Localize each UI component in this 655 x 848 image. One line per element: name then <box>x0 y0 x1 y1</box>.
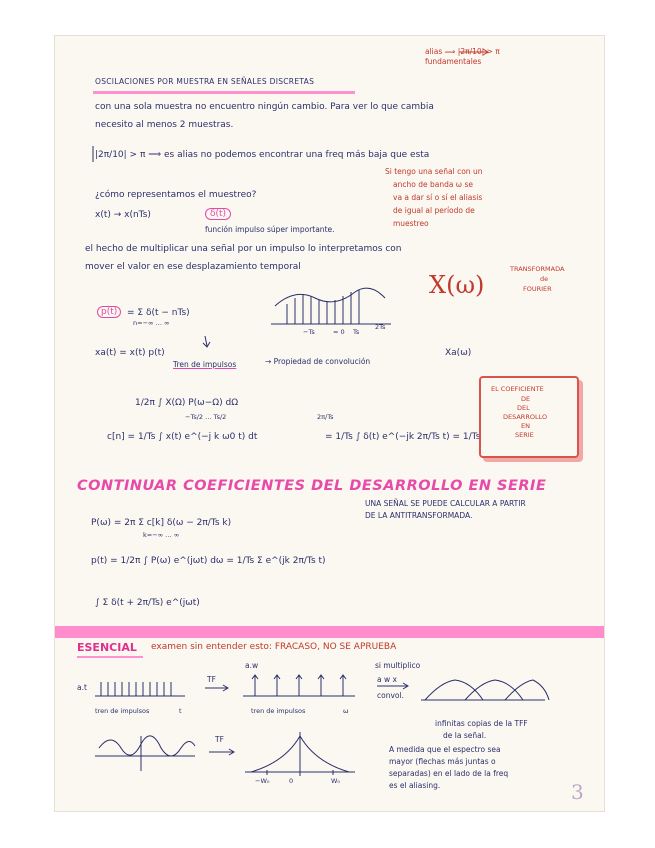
red-note-2: ancho de banda ω se <box>393 180 473 189</box>
medida-3: separadas) en el lado de la freq <box>389 769 509 778</box>
header-arrow-icon <box>459 49 488 55</box>
sketch-at: a.t <box>77 683 87 692</box>
box-note-5: EN <box>521 422 530 430</box>
sketch-tf2: TF <box>215 735 224 744</box>
big-x-note-3: FOURIER <box>523 285 552 293</box>
big-x-note-2: de <box>540 275 549 283</box>
sampling-expr: x(t) → x(nTs) <box>95 210 151 220</box>
medida-1: A medida que el espectro sea <box>389 745 501 754</box>
cn-limits: −Ts/2 … Ts/2 <box>185 413 227 421</box>
sketch-aw2: a w x <box>377 675 397 684</box>
sketch-si-multiplico: si multiplico <box>375 661 421 670</box>
sketch-aw: a.w <box>245 661 259 670</box>
red-note-3: va a dar sí o sí el aliasis <box>393 193 483 202</box>
big-x-note-1: TRANSFORMADA <box>510 265 565 273</box>
impulse-train-freq <box>243 675 355 696</box>
conv-integral: 1/2π ∫ X(Ω) P(ω−Ω) dΩ <box>135 398 239 408</box>
esencial-label: ESENCIAL <box>77 641 137 654</box>
alias-line: |2π/10| > π ⟹ es alias no podemos encontrar una freq más baja que esta <box>95 150 430 160</box>
sketch-layer <box>55 36 604 811</box>
delta-label: δ(t) <box>205 208 231 220</box>
p-eq-limits: n=−∞ … ∞ <box>133 319 170 327</box>
p-eq-rhs: = Σ δ(t − nTs) <box>127 308 190 318</box>
heading-continuar: CONTINUAR COEFICIENTES DEL DESARROLLO EN SERIE <box>77 478 547 494</box>
medida-4: es el aliasing. <box>389 781 441 790</box>
xa-eq: xa(t) = x(t) p(t) <box>95 348 165 358</box>
wavy-signal <box>95 736 195 771</box>
tf2-arrow-icon <box>209 749 234 755</box>
graph-zero: = 0 <box>333 328 345 336</box>
xa-w: Xa(ω) <box>445 348 472 358</box>
red-note-1: Si tengo una señal con un <box>385 167 483 176</box>
sketch-t-axis: t <box>179 707 182 715</box>
box-note-2: DE <box>521 395 531 403</box>
medida-2: mayor (flechas más juntas o <box>389 757 496 766</box>
header-note-line2: fundamentales <box>425 57 482 66</box>
box-note-1: EL COEFICIENTE <box>491 385 544 393</box>
una-senal-2: DE LA ANTITRANSFORMADA. <box>365 511 473 520</box>
box-note-3: DEL <box>517 404 530 412</box>
cn-result: = 1/Ts ∫ δ(t) e^(−jk 2π/Ts t) = 1/Ts <box>325 432 481 442</box>
tren-label: Tren de impulsos <box>173 360 237 369</box>
cn-eq: c[n] = 1/Ts ∫ x(t) e^(−j k ω0 t) dt <box>107 432 258 442</box>
triangle-spectrum <box>245 732 355 776</box>
red-note-4: de igual al período de <box>393 206 475 215</box>
notebook-page <box>55 36 604 811</box>
pt-eq: p(t) = 1/2π ∫ P(ω) e^(jωt) dω = 1/Ts Σ e^(jk 2π/Ts t) <box>91 556 326 566</box>
sketch-neg-w0: −W₀ <box>255 777 270 785</box>
multiply-arrow-icon <box>377 683 408 689</box>
sketch-convol: convol. <box>377 691 404 700</box>
sketch-w0: W₀ <box>331 777 341 785</box>
tf-arrow-icon <box>205 685 228 691</box>
red-note-5: muestreo <box>393 219 429 228</box>
intro-line1: con una sola muestra no encuentro ningún cambio. Para ver lo que cambia <box>95 102 434 112</box>
periodic-spectrum <box>421 680 549 700</box>
sketch-tren1: tren de impulsos <box>95 707 150 715</box>
p-of-t: p(t) <box>97 306 121 318</box>
infinitas-2: de la señal. <box>443 731 487 740</box>
pw-limits: k=−∞ … ∞ <box>143 531 180 539</box>
infinitas-1: infinitas copias de la TFF <box>435 719 528 728</box>
page-number: 3 <box>571 780 584 804</box>
impulse-train-time <box>95 682 185 696</box>
big-fourier-x: X(ω) <box>429 271 485 299</box>
page-title: OSCILACIONES POR MUESTRA EN SEÑALES DISCRETAS <box>95 77 315 86</box>
intro-line2: necesito al menos 2 muestras. <box>95 120 234 130</box>
impulse-note: función impulso súper importante. <box>205 225 335 234</box>
down-arrow-icon <box>203 336 210 347</box>
box-note-4: DESARROLLO <box>503 413 548 421</box>
una-senal-1: UNA SEÑAL SE PUEDE CALCULAR A PARTIR <box>365 499 526 508</box>
integral-last: ∫ Σ δ(t + 2π/Ts) e^(jωt) <box>95 598 200 608</box>
impulse-train-graph <box>271 288 391 324</box>
graph-ts: Ts <box>353 328 360 336</box>
hecho-line2: mover el valor en ese desplazamiento temporal <box>85 262 301 272</box>
question-line: ¿cómo representamos el muestreo? <box>95 190 257 200</box>
cn-mid: 2π/Ts <box>317 413 334 421</box>
sketch-tren2: tren de impulsos <box>251 707 306 715</box>
sketch-tf: TF <box>207 675 216 684</box>
conv-label: → Propiedad de convolución <box>265 357 371 366</box>
hecho-line1: el hecho de multiplicar una señal por un impulso lo interpretamos con <box>85 244 402 254</box>
graph-neg-ts: −Ts <box>303 328 315 336</box>
header-note-line1: alias ⟹ |2π/10| > π <box>425 47 500 56</box>
sketch-zero: 0 <box>289 777 294 785</box>
graph-2ts: 2Ts <box>375 323 386 331</box>
examen-note: examen sin entender esto: FRACASO, NO SE APRUEBA <box>151 642 397 652</box>
sketch-w-axis: ω <box>343 707 349 715</box>
box-note-6: SERIE <box>515 431 534 439</box>
pw-eq: P(ω) = 2π Σ c[k] δ(ω − 2π/Ts k) <box>91 518 232 528</box>
